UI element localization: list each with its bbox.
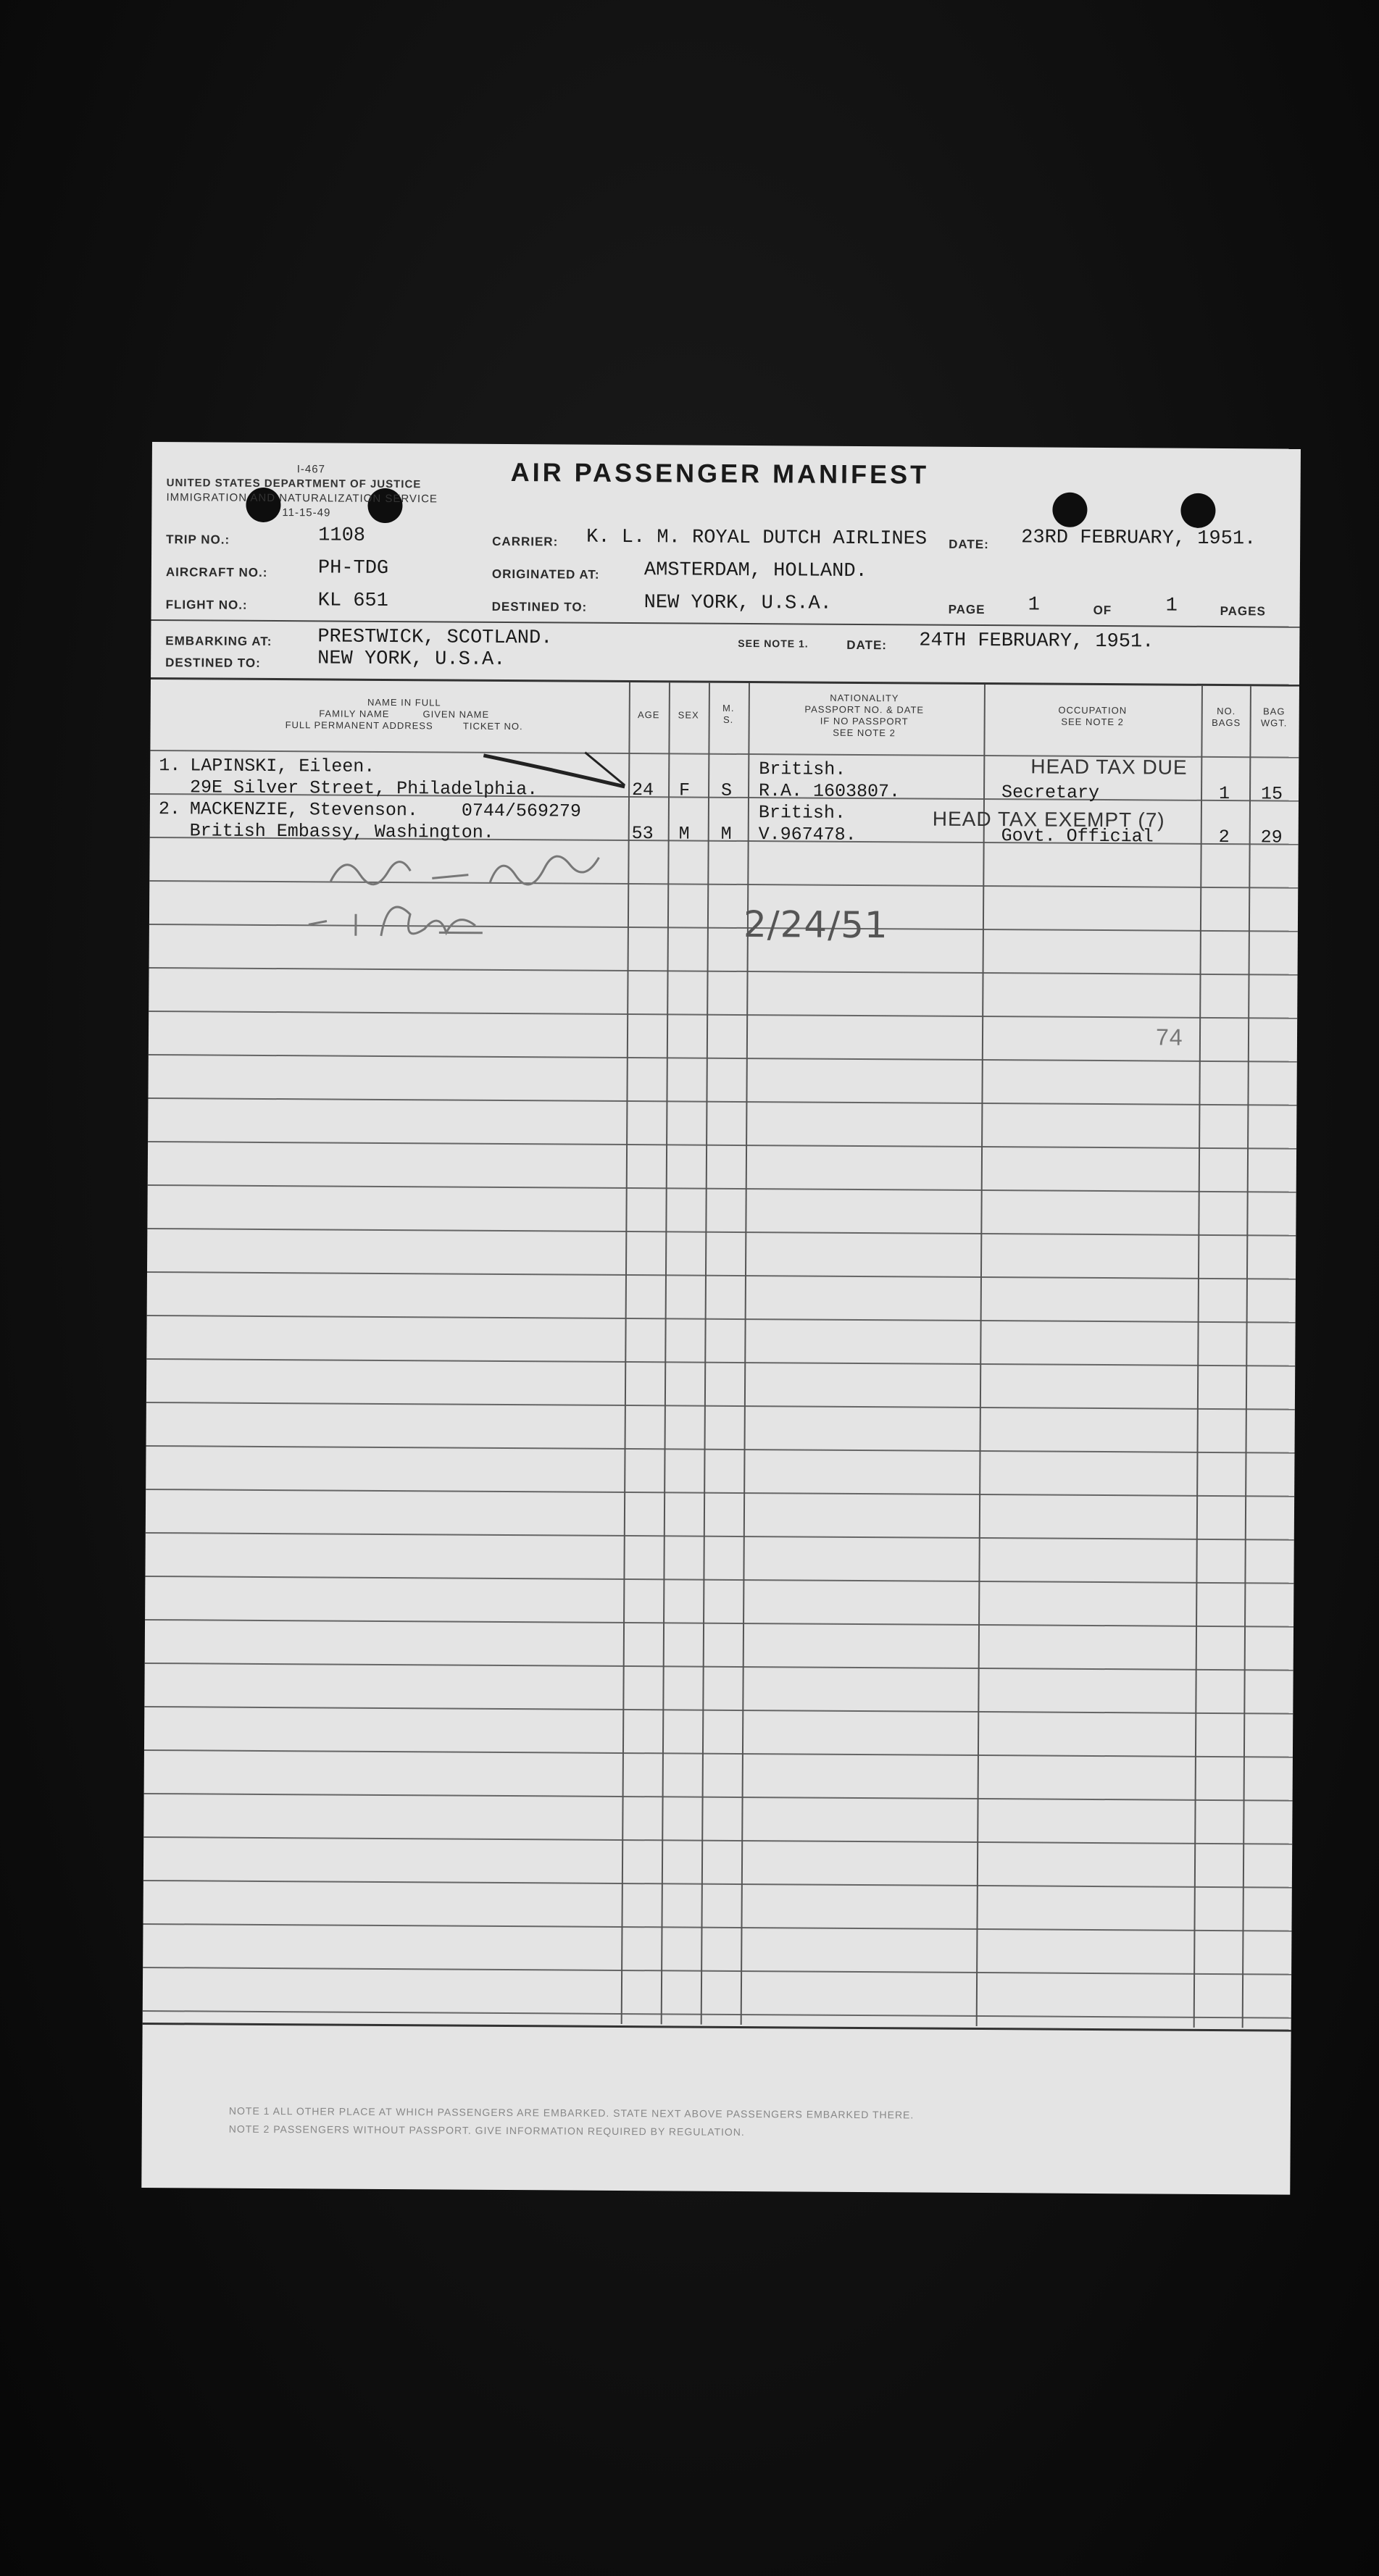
date-label: DATE: [949, 537, 989, 552]
col-header-sex: SEX [678, 709, 699, 721]
trip-label: TRIP NO.: [166, 532, 230, 547]
col-header-marital: M. S. [722, 702, 735, 725]
passenger-2-marital: M [720, 823, 732, 845]
passenger-2-number: 2. [158, 798, 181, 820]
passenger-1-tax-stamp: HEAD TAX DUE [1030, 755, 1188, 779]
aircraft-label: AIRCRAFT NO.: [165, 565, 268, 580]
col-header-name: NAME IN FULL FAMILY NAME GIVEN NAME FULL PERMANENT ADDRESS TICKET NO. [285, 696, 523, 732]
destined-to2-value: NEW YORK, U.S.A. [317, 648, 506, 671]
form-number: I-467 [296, 463, 326, 476]
passenger-2-tax-stamp: HEAD TAX EXEMPT (7) [932, 807, 1165, 832]
col-header-occupation: OCCUPATION SEE NOTE 2 [1058, 704, 1128, 728]
destined-value: NEW YORK, U.S.A. [643, 592, 832, 615]
carrier-label: CARRIER: [492, 534, 559, 549]
passenger-2-address: British Embassy, Washington. [189, 820, 494, 843]
col-header-bags: NO. BAGS [1212, 705, 1241, 729]
pages-label: PAGES [1220, 604, 1266, 619]
of-total-value: 1 [1165, 595, 1178, 617]
footer-note-1: NOTE 1 ALL OTHER PLACE AT WHICH PASSENGERS ARE EMBARKED. STATE NEXT ABOVE PASSENGERS EMBARKED THERE. [228, 2104, 915, 2121]
passenger-2-bags: 2 [1218, 827, 1230, 848]
manifest-sheet [141, 442, 1301, 2195]
col-header-age: AGE [637, 709, 660, 721]
passenger-1-age: 24 [631, 779, 654, 801]
handwritten-date: 2/24/51 [743, 903, 888, 947]
see-note-label: SEE NOTE 1. [738, 637, 809, 650]
originated-value: AMSTERDAM, HOLLAND. [643, 559, 867, 583]
trip-value: 1108 [318, 524, 366, 547]
agency-line1: UNITED STATES DEPARTMENT OF JUSTICE [166, 477, 422, 491]
passenger-1-number: 1. [159, 755, 181, 777]
passenger-2-bag-wt: 29 [1260, 827, 1283, 848]
page-value: 1 [1028, 594, 1040, 616]
col-header-bag-wt: BAG WGT. [1260, 706, 1288, 729]
date2-label: DATE: [846, 637, 888, 653]
passenger-1-name: LAPINSKI, Eileen. [190, 755, 375, 777]
passenger-2-ticket: 0744/569279 [461, 800, 582, 822]
flight-value: KL 651 [317, 590, 388, 612]
passenger-2-age: 53 [631, 823, 654, 845]
passenger-2-nationality: British. [758, 802, 846, 824]
passenger-1-marital: S [720, 779, 733, 801]
handwriting-overlay [141, 442, 1301, 2195]
passenger-1-address: 29E Silver Street, Philadelphia. [189, 777, 538, 800]
col-header-nationality: NATIONALITY PASSPORT NO. & DATE IF NO PASSPORT SEE NOTE 2 [804, 692, 925, 739]
passenger-2-sex: M [678, 823, 690, 845]
passenger-2-passport: V.967478. [758, 824, 857, 845]
embarking-value: PRESTWICK, SCOTLAND. [317, 626, 553, 650]
page-label: PAGE [948, 602, 986, 617]
passenger-2-occupation: Govt. Official [1001, 825, 1154, 848]
passenger-1-bag-wt: 15 [1260, 783, 1283, 805]
margin-number: 74 [1155, 1024, 1183, 1050]
agency-line2: IMMIGRATION AND NATURALIZATION SERVICE [166, 491, 438, 506]
passenger-1-sex: F [678, 779, 691, 801]
date-value: 23RD FEBRUARY, 1951. [1021, 527, 1257, 551]
destined-label: DESTINED TO: [491, 599, 588, 614]
flight-label: FLIGHT NO.: [165, 598, 248, 612]
date2-value: 24TH FEBRUARY, 1951. [919, 630, 1154, 653]
destined-to2-label: DESTINED TO: [165, 656, 261, 670]
embarking-label: EMBARKING AT: [165, 634, 272, 649]
form-revision: 11-15-49 [282, 506, 331, 519]
of-label: OF [1093, 603, 1112, 618]
manifest-title: AIR PASSENGER MANIFEST [510, 457, 930, 490]
passenger-1-passport: R.A. 1603807. [758, 780, 901, 803]
passenger-1-bags: 1 [1218, 783, 1230, 805]
carrier-value: K. L. M. ROYAL DUTCH AIRLINES [586, 526, 928, 551]
originated-label: ORIGINATED AT: [491, 566, 600, 582]
footer-note-2: NOTE 2 PASSENGERS WITHOUT PASSPORT. GIVE INFORMATION REQUIRED BY REGULATION. [228, 2123, 745, 2138]
aircraft-value: PH-TDG [317, 557, 389, 580]
passenger-1-nationality: British. [759, 758, 846, 780]
passenger-1-occupation: Secretary [1001, 782, 1100, 803]
passenger-2-name: MACKENZIE, Stevenson. [189, 798, 419, 821]
